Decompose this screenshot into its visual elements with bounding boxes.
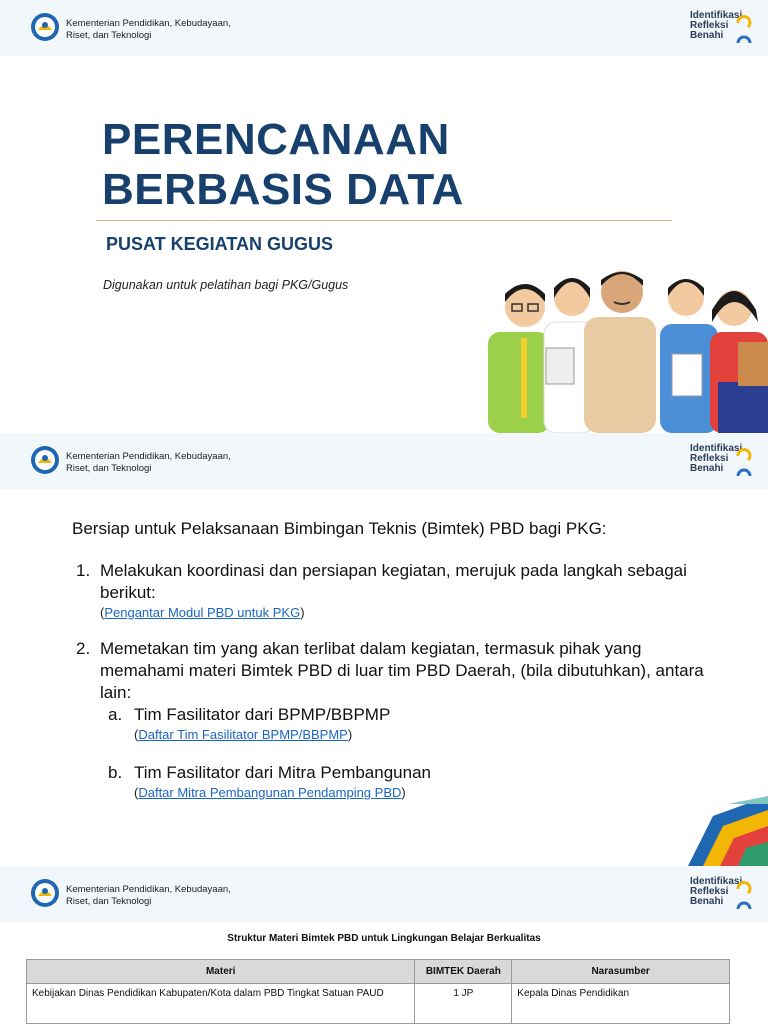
header-narasumber: Narasumber: [512, 960, 730, 984]
irb-logo: [690, 11, 754, 45]
link-line: (Daftar Mitra Pembangunan Pendamping PBD): [134, 785, 406, 800]
ministry-name: [66, 451, 266, 474]
kemdikbud-logo-icon: [30, 12, 60, 42]
irb-line-2: Refleksi: [690, 886, 729, 897]
irb-logo: [690, 877, 754, 911]
subtitle: PUSAT KEGIATAN GUGUS: [106, 234, 334, 254]
list-item-2: [72, 638, 712, 802]
sub-number: a.: [108, 705, 123, 724]
sub-item-text: Tim Fasilitator dari BPMP/BBPMP: [134, 705, 391, 724]
irb-line-1: Identifikasi: [690, 876, 743, 887]
modul-link[interactable]: Pengantar Modul PBD untuk PKG: [104, 605, 301, 620]
list-item-1: [72, 560, 712, 622]
sub-item-text: Tim Fasilitator dari Mitra Pembangunan: [134, 763, 431, 782]
intro-text: Bersiap untuk Pelaksanaan Bimbingan Teknis (Bimtek) PBD bagi PKG:: [72, 519, 607, 538]
people-illustration-icon: [484, 262, 768, 433]
sub-item-b: [104, 762, 712, 802]
sub-number: b.: [108, 763, 123, 782]
header-bimtek-daerah: BIMTEK Daerah: [415, 960, 512, 984]
irb-mark-icon: [734, 879, 754, 911]
list-number: 1.: [76, 561, 91, 580]
table-title: Struktur Materi Bimtek PBD untuk Lingkungan Belajar Berkualitas: [227, 933, 541, 944]
table-row: [27, 984, 730, 1024]
fasilitator-link[interactable]: Daftar Tim Fasilitator BPMP/BBPMP: [138, 727, 348, 742]
irb-line-1: Identifikasi: [690, 443, 743, 454]
ministry-line-2: Riset, dan Teknologi: [66, 462, 152, 474]
link-line: (Daftar Tim Fasilitator BPMP/BBPMP): [134, 727, 353, 742]
title-line-1: PERENCANAAN: [102, 115, 450, 164]
kemdikbud-logo-icon: [30, 878, 60, 908]
cell-materi: Kebijakan Dinas Pendidikan Kabupaten/Kota dalam PBD Tingkat Satuan PAUD: [27, 984, 415, 1024]
ministry-line-1: Kementerian Pendidikan, Kebudayaan,: [66, 18, 231, 29]
slide-preparation: [0, 433, 768, 866]
slide-header: [0, 0, 768, 56]
page-title: [102, 115, 464, 215]
irb-line-2: Refleksi: [690, 20, 729, 31]
cell-bimtek-daerah: 1 JP: [415, 984, 512, 1024]
list-number: 2.: [76, 639, 91, 658]
irb-line-1: Identifikasi: [690, 10, 743, 21]
irb-line-2: Refleksi: [690, 453, 729, 464]
title-line-2: BERBASIS DATA: [102, 165, 464, 214]
irb-mark-icon: [734, 446, 754, 478]
mitra-link[interactable]: Daftar Mitra Pembangunan Pendamping PBD: [138, 785, 402, 800]
slide-table: [0, 866, 768, 1024]
ministry-line-2: Riset, dan Teknologi: [66, 895, 152, 907]
ministry-line-2: Riset, dan Teknologi: [66, 29, 152, 41]
link-line: (Pengantar Modul PBD untuk PKG): [100, 605, 305, 620]
slide-header: [0, 866, 768, 922]
irb-line-3: Benahi: [690, 30, 724, 41]
sub-item-a: [104, 704, 712, 744]
kemdikbud-logo-icon: [30, 445, 60, 475]
list-item-text: Melakukan koordinasi dan persiapan kegiatan, merujuk pada langkah sebagai berikut:: [100, 561, 687, 602]
ministry-name: [66, 18, 266, 41]
ministry-line-1: Kementerian Pendidikan, Kebudayaan,: [66, 884, 231, 895]
ministry-line-1: Kementerian Pendidikan, Kebudayaan,: [66, 451, 231, 462]
cell-narasumber: Kepala Dinas Pendidikan: [512, 984, 730, 1024]
irb-line-3: Benahi: [690, 463, 724, 474]
irb-line-3: Benahi: [690, 896, 724, 907]
title-divider: [96, 220, 672, 221]
header-materi: Materi: [27, 960, 415, 984]
usage-note: Digunakan untuk pelatihan bagi PKG/Gugus: [103, 278, 349, 292]
list-item-text: Memetakan tim yang akan terlibat dalam kegiatan, termasuk pihak yang memahami materi Bimtek PBD di luar tim PBD Daerah, (bila dibutuhkan), antara lain:: [100, 639, 704, 702]
slide-header: [0, 433, 768, 489]
corner-decoration-icon: [668, 796, 768, 866]
table-header-row: [27, 960, 730, 984]
irb-mark-icon: [734, 13, 754, 45]
slide-cover: [0, 0, 768, 433]
ministry-name: [66, 884, 266, 907]
preparation-content: [72, 518, 712, 802]
materi-table: [26, 959, 730, 1024]
irb-logo: [690, 444, 754, 478]
